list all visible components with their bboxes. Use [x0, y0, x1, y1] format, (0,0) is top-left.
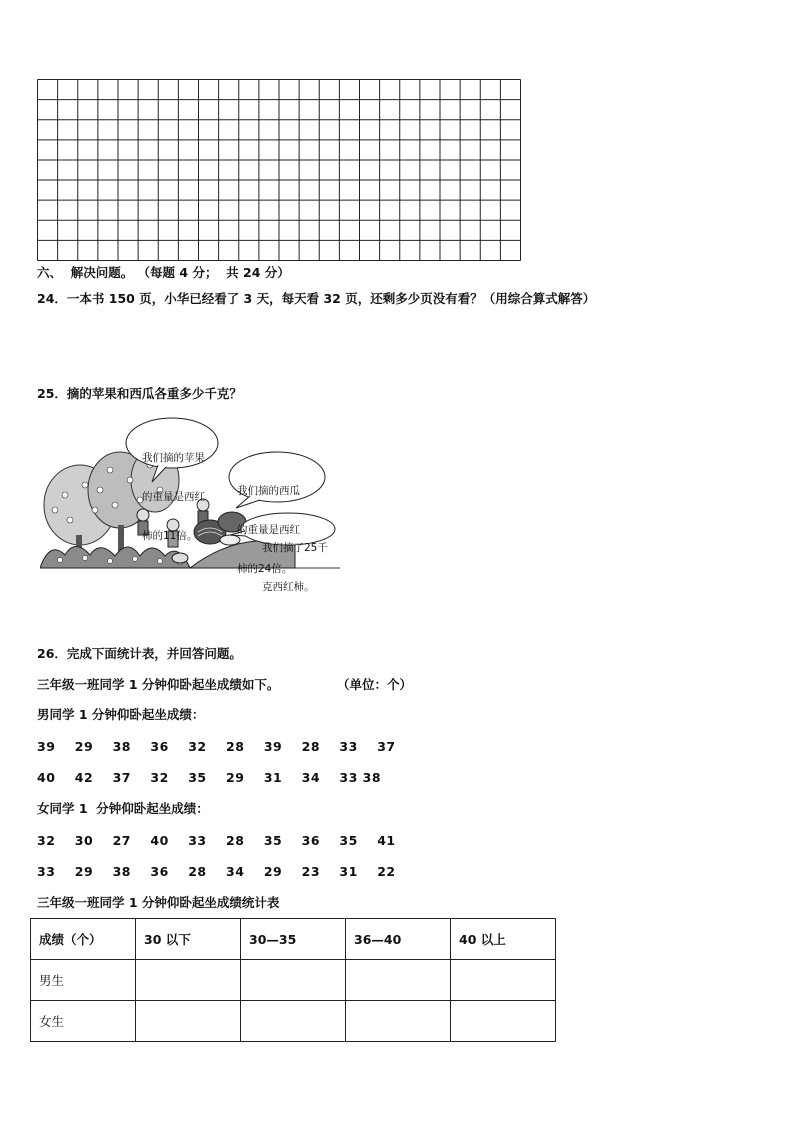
question-24: 24．一本书 150 页，小华已经看了 3 天，每天看 32 页，还剩多少页没有看？（用综合算式解答） [37, 291, 596, 306]
table-cell[interactable] [241, 1001, 346, 1042]
boys-scores-row-2: 40 42 37 32 35 29 31 34 33 38 [37, 770, 382, 785]
stats-table [30, 918, 556, 1042]
bubble-apple-line-3: 柿的11倍。 [142, 530, 198, 542]
header-cell: 30—35 [241, 919, 346, 960]
bubble-watermelon-line-1: 我们摘的西瓜 [237, 485, 300, 497]
answer-grid [37, 79, 521, 261]
bubble-apple-line-2: 的重量是西红 [142, 491, 205, 503]
section-heading: 六、 解决问题。 （每题 4 分； 共 24 分） [37, 265, 290, 280]
table-cell[interactable] [451, 1001, 556, 1042]
harvest-illustration [40, 410, 340, 593]
table-cell[interactable] [346, 960, 451, 1001]
girls-label: 女同学 1 分钟仰卧起坐成绩： [37, 801, 209, 816]
table-cell[interactable] [136, 960, 241, 1001]
table-row [31, 1001, 556, 1042]
table-cell[interactable] [136, 1001, 241, 1042]
bubble-watermelon-line-3: 柿的24倍。 [237, 563, 293, 575]
bubble-apple-line-1: 我们摘的苹果 [142, 452, 205, 464]
q26-intro: 三年级一班同学 1 分钟仰卧起坐成绩如下。 [37, 677, 280, 692]
header-cell: 36—40 [346, 919, 451, 960]
table-cell[interactable] [451, 960, 556, 1001]
bubble-tomato-line-1: 我们摘了25千 [262, 542, 328, 554]
header-cell: 30 以下 [136, 919, 241, 960]
header-cell: 40 以上 [451, 919, 556, 960]
table-cell[interactable] [241, 960, 346, 1001]
bubble-watermelon-line-2: 的重量是西红 [237, 524, 300, 536]
table-cell[interactable] [346, 1001, 451, 1042]
table-header-row [31, 919, 556, 960]
table-row [31, 960, 556, 1001]
question-25: 25．摘的苹果和西瓜各重多少千克？ [37, 386, 242, 401]
girls-scores-row-2: 33 29 38 36 28 34 29 23 31 22 [37, 864, 396, 879]
header-cell: 成绩（个） [31, 919, 136, 960]
table-title: 三年级一班同学 1 分钟仰卧起坐成绩统计表 [37, 895, 280, 910]
row-label: 男生 [31, 960, 136, 1001]
row-label: 女生 [31, 1001, 136, 1042]
girls-scores-row-1: 32 30 27 40 33 28 35 36 35 41 [37, 833, 396, 848]
boys-label: 男同学 1 分钟仰卧起坐成绩： [37, 707, 205, 722]
q26-unit: （单位：个） [337, 677, 413, 692]
question-26: 26．完成下面统计表，并回答问题。 [37, 646, 242, 661]
bubble-tomato-line-2: 克西红柿。 [262, 581, 315, 593]
boys-scores-row-1: 39 29 38 36 32 28 39 28 33 37 [37, 739, 396, 754]
